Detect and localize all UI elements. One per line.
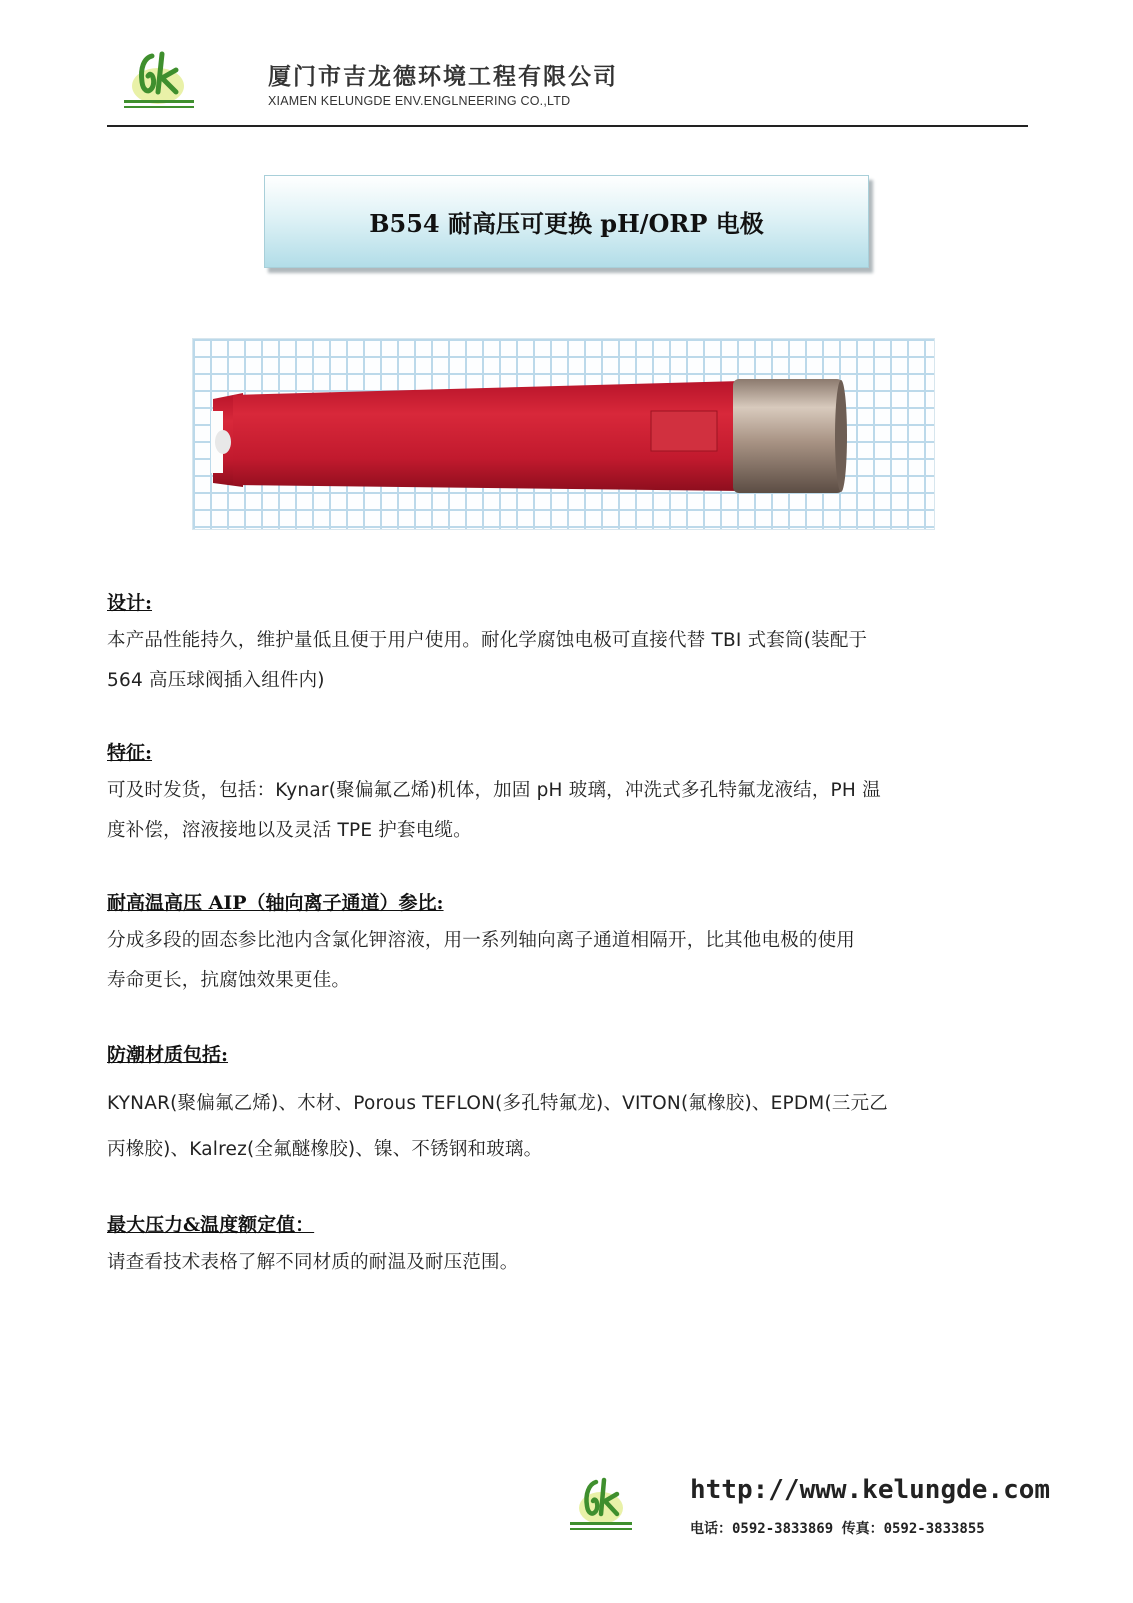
company-name-en: XIAMEN KELUNGDE ENV.ENGLNEERING CO.,LTD — [268, 94, 571, 108]
section-line: KYNAR(聚偏氟乙烯)、木材、Porous TEFLON(多孔特氟龙)、VITON(氟橡胶)、EPDM(三元乙 — [107, 1093, 888, 1114]
section-line: 请查看技术表格了解不同材质的耐温及耐压范围。 — [107, 1252, 519, 1273]
section-heading: 防潮材质包括: — [107, 1044, 229, 1066]
document-title: B554 耐高压可更换 pH/ORP 电极 — [369, 209, 764, 238]
section-line: 分成多段的固态参比池内含氯化钾溶液，用一系列轴向离子通道相隔开，比其他电极的使用 — [107, 930, 856, 951]
section-materials — [107, 1040, 1032, 1173]
website-link[interactable]: http://www.kelungde.com — [690, 1475, 1051, 1505]
section-heading: 耐高温高压 AIP（轴向离子通道）参比: — [107, 892, 444, 914]
section-line: 度补偿，溶液接地以及灵活 TPE 护套电缆。 — [107, 820, 472, 841]
section-heading: 设计: — [107, 592, 153, 614]
section-line: 本产品性能持久，维护量低且便于用户使用。耐化学腐蚀电极可直接代替 TBI 式套筒(装配于 — [107, 630, 868, 651]
section-heading: 最大压力&温度额定值： — [107, 1214, 315, 1236]
section-line: 丙橡胶)、Kalrez(全氟醚橡胶)、镍、不锈钢和玻璃。 — [107, 1139, 543, 1160]
section-ratings — [107, 1210, 1032, 1283]
electrode-illustration — [193, 339, 936, 531]
footer-logo — [566, 1476, 636, 1534]
title-box — [264, 175, 869, 268]
company-name-cn: 厦门市吉龙德环境工程有限公司 — [268, 64, 618, 90]
product-photo — [192, 338, 935, 530]
company-logo — [118, 48, 198, 112]
section-line: 564 高压球阀插入组件内) — [107, 670, 325, 691]
section-heading: 特征: — [107, 742, 153, 764]
section-design — [107, 588, 1032, 701]
section-aip-reference — [107, 888, 1032, 1001]
contact-info: 电话：0592-3833869 传真：0592-3833855 — [690, 1521, 985, 1537]
header-divider — [107, 125, 1028, 127]
section-features — [107, 738, 1032, 851]
section-line: 寿命更长，抗腐蚀效果更佳。 — [107, 970, 351, 991]
section-line: 可及时发货，包括：Kynar(聚偏氟乙烯)机体，加固 pH 玻璃，冲洗式多孔特氟龙液结，PH 温 — [107, 780, 881, 801]
